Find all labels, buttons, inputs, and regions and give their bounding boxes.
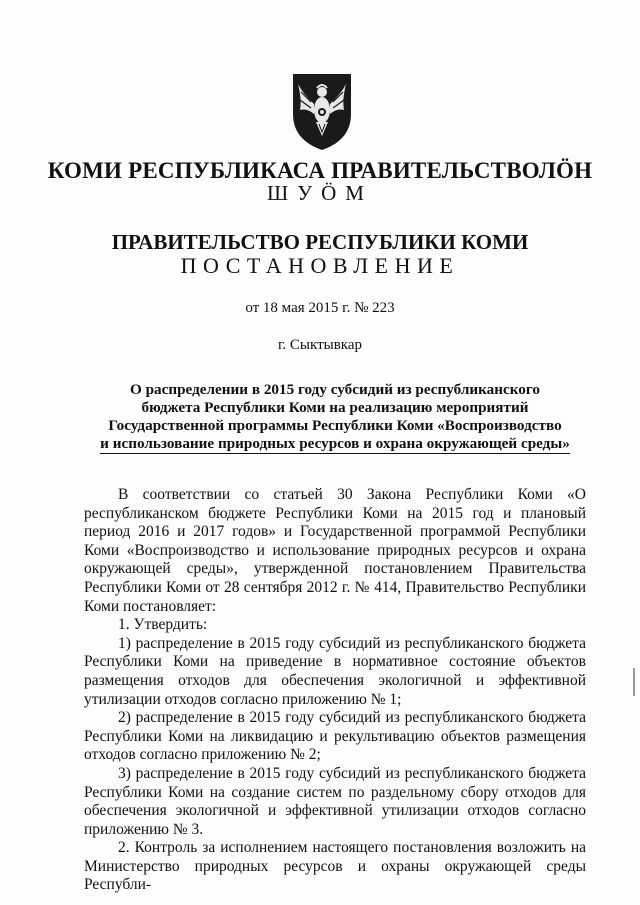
komi-coat-of-arms-icon (289, 70, 355, 152)
header-komi-line2: ШУÖМ (267, 181, 373, 205)
document-body (84, 486, 586, 895)
header-komi-line1: КОМИ РЕСПУБЛИКАСА ПРАВИТЕЛЬСТВОЛÖН (47, 158, 593, 183)
body-paragraph: 2) распределение в 2015 году субсидий из республиканского бюджета Республики Коми на ликвидацию и рекультивацию объектов размещения отходов согласно приложению № 2; (84, 709, 586, 764)
title-line: О распределении в 2015 году субсидий из республиканского (129, 381, 541, 398)
body-paragraph: 1. Утвердить: (118, 616, 208, 634)
header-ru-line2: ПОСТАНОВЛЕНИЕ (180, 253, 460, 278)
body-paragraph: В соответствии со статьей 30 Закона Республики Коми «О республиканском бюджете Республики Коми на 2015 год и плановый период 2016 и 2017 годов» и Государственной программой Республики Коми «Воспроизводство и использование природных ресурсов и охрана окружающей среды», утвержденной постановлением Правительства Республики Коми от 28 сентября 2012 г. № 414, Правительство Республики Коми постановляет: (84, 486, 586, 615)
header-ru-line1: ПРАВИТЕЛЬСТВО РЕСПУБЛИКИ КОМИ (111, 230, 529, 254)
scan-margin-mark (633, 668, 635, 696)
document-city: г. Сыктывкар (277, 337, 363, 353)
document-date-number: от 18 мая 2015 г. № 223 (245, 300, 395, 316)
body-paragraph: 3) распределение в 2015 году субсидий из республиканского бюджета Республики Коми на создание систем по раздельному сбору отходов для обеспечения экологичной и эффективной утилизации отходов согласно приложению № 3. (84, 764, 586, 838)
title-line: бюджета Республики Коми на реализацию мероприятий (141, 399, 529, 416)
title-line: Государственной программы Республики Коми «Воспроизводство (108, 417, 562, 434)
document-title (92, 381, 578, 453)
title-line-underlined: и использование природных ресурсов и охрана окружающей среды» (100, 435, 570, 452)
body-paragraph: 2. Контроль за исполнением настоящего постановления возложить на Министерство природных ресурсов и охраны окружающей среды Республи- (84, 839, 586, 894)
body-paragraph: 1) распределение в 2015 году субсидий из республиканского бюджета Республики Коми на приведение в нормативное состояние объектов размещения отходов для обеспечения экологичной и эффективной утилизации отходов согласно приложению № 1; (84, 634, 586, 708)
